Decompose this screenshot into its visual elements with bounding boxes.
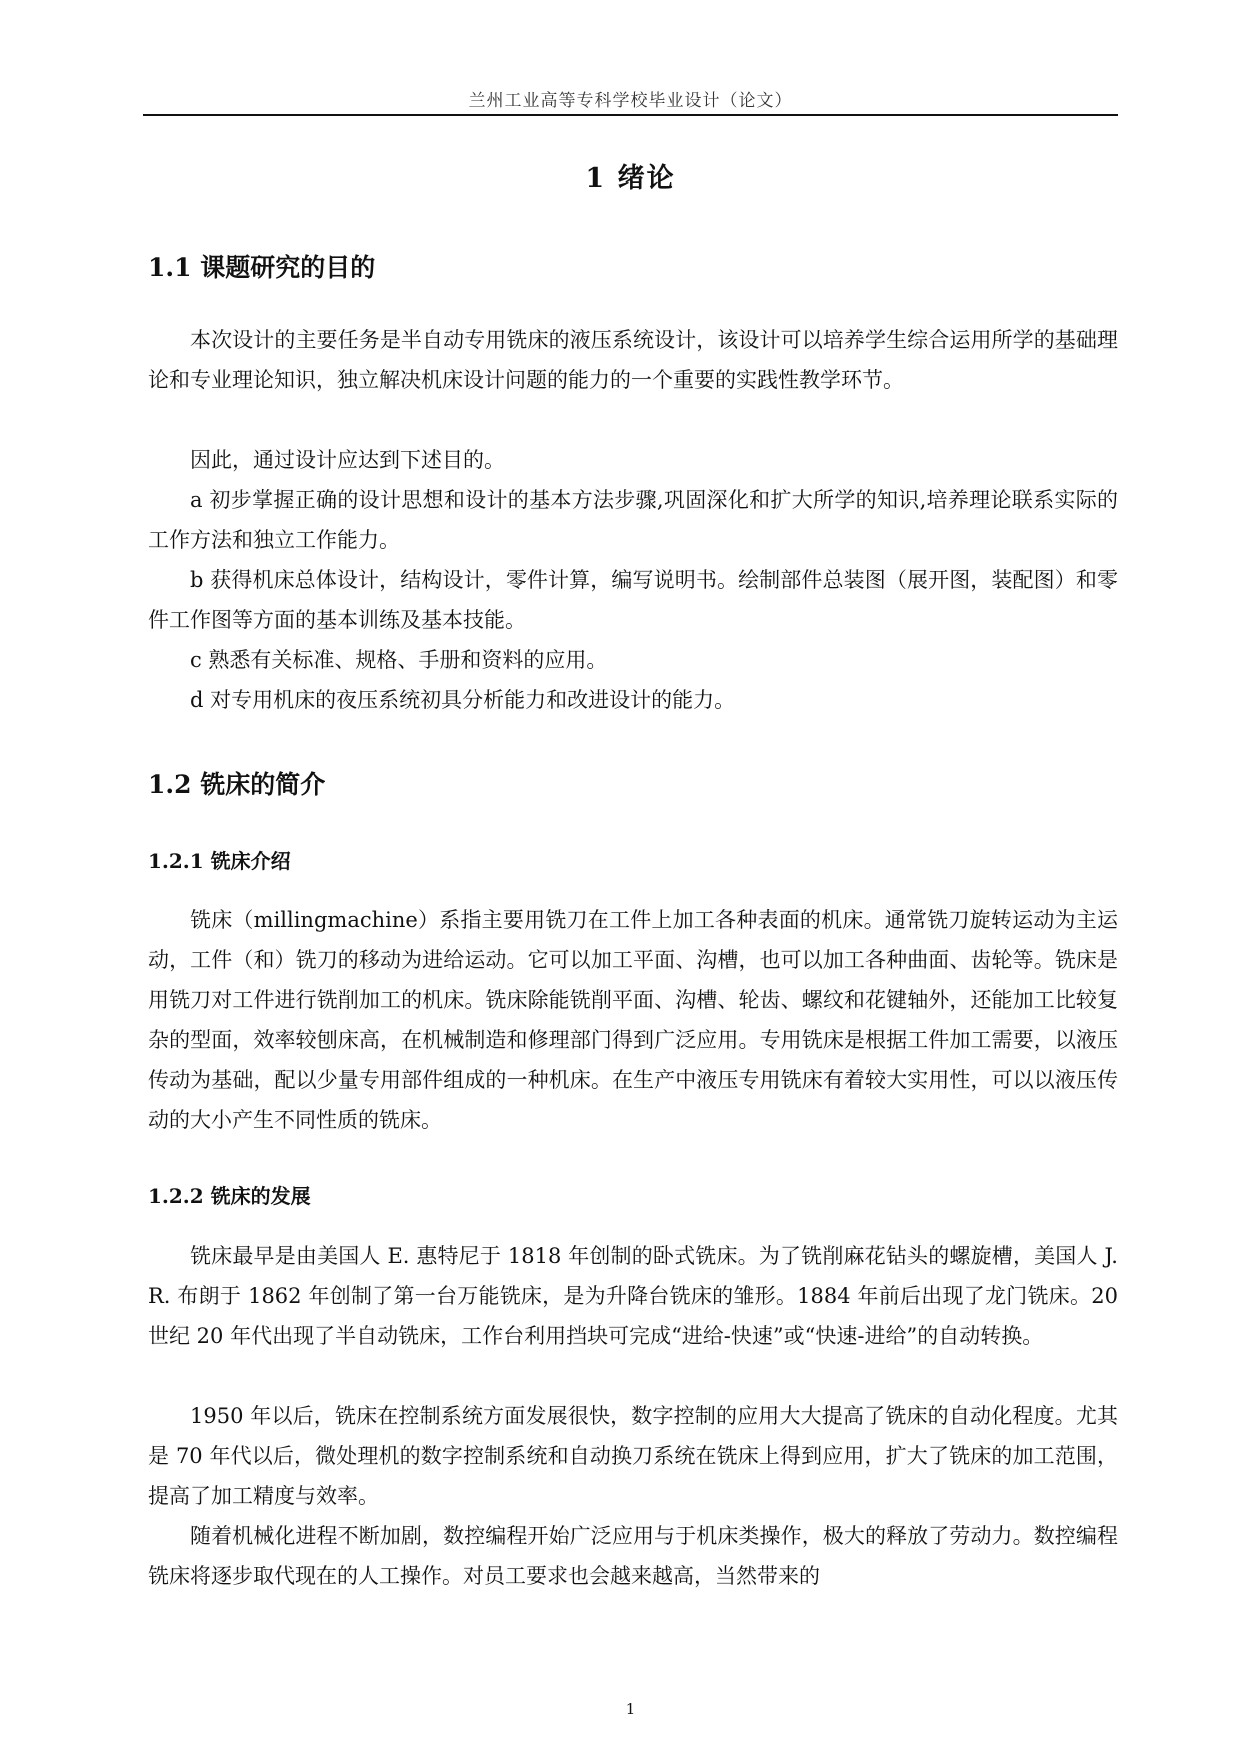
section-heading-1-1: 1.1 课题研究的目的 bbox=[148, 253, 376, 282]
paragraph-purpose-intro: 本次设计的主要任务是半自动专用铣床的液压系统设计，该设计可以培养学生综合运用所学的基础理论和专业理论知识，独立解决机床设计问题的能力的一个重要的实践性教学环节。 bbox=[148, 328, 1118, 392]
list-item-d: d 对专用机床的夜压系统初具分析能力和改进设计的能力。 bbox=[190, 688, 736, 712]
paragraph-milling-intro: 铣床（millingmachine）系指主要用铣刀在工件上加工各种表面的机床。通常铣刀旋转运动为主运动，工件（和）铣刀的移动为进给运动。它可以加工平面、沟槽，也可以加工各种曲面、齿轮等。铣床是用铣刀对工件进行铣削加工的机床。铣床除能铣削平面、沟槽、轮齿、螺纹和花键轴外，还能加工比较复杂的型面，效率较刨床高，在机械制造和修理部门得到广泛应用。专用铣床是根据工件加工需要，以液压传动为基础，配以少量专用部件组成的一种机床。在生产中液压专用铣床有着较大实用性，可以以液压传动的大小产生不同性质的铣床。 bbox=[148, 908, 1118, 1132]
running-header: 兰州工业高等专科学校毕业设计（论文） bbox=[468, 91, 793, 111]
list-item-c: c 熟悉有关标准、规格、手册和资料的应用。 bbox=[190, 648, 608, 672]
paragraph-history: 铣床最早是由美国人 E. 惠特尼于 1818 年创制的卧式铣床。为了铣削麻花钻头的螺旋槽，美国人 J. R. 布朗于 1862 年创制了第一台万能铣床，是为升降台铣床的雏形。1884 年前后出现了龙门铣床。20 世纪 20 年代出现了半自动铣床，工作台利用挡块可完成“进给-快速”或“快速-进给”的自动转换。 bbox=[148, 1244, 1118, 1348]
page-number: 1 bbox=[625, 1700, 636, 1718]
chapter-title: 1 绪论 bbox=[585, 163, 676, 194]
list-item-a: a 初步掌握正确的设计思想和设计的基本方法步骤,巩固深化和扩大所学的知识,培养理论联系实际的工作方法和独立工作能力。 bbox=[148, 488, 1118, 552]
paragraph-cnc-trend: 随着机械化进程不断加剧，数控编程开始广泛应用与于机床类操作，极大的释放了劳动力。数控编程铣床将逐步取代现在的人工操作。对员工要求也会越来越高，当然带来的 bbox=[148, 1524, 1118, 1588]
header-rule bbox=[143, 114, 1118, 116]
section-heading-1-2: 1.2 铣床的简介 bbox=[148, 770, 326, 799]
paragraph-purpose-therefore: 因此，通过设计应达到下述目的。 bbox=[190, 448, 505, 472]
list-item-b: b 获得机床总体设计，结构设计，零件计算，编写说明书。绘制部件总装图（展开图，装配图）和零件工作图等方面的基本训练及基本技能。 bbox=[148, 568, 1118, 632]
subsection-heading-1-2-1: 1.2.1 铣床介绍 bbox=[148, 849, 291, 873]
subsection-heading-1-2-2: 1.2.2 铣床的发展 bbox=[148, 1184, 311, 1208]
paragraph-1950s: 1950 年以后，铣床在控制系统方面发展很快，数字控制的应用大大提高了铣床的自动化程度。尤其是 70 年代以后，微处理机的数字控制系统和自动换刀系统在铣床上得到应用，扩大了铣床的加工范围，提高了加工精度与效率。 bbox=[148, 1404, 1118, 1508]
